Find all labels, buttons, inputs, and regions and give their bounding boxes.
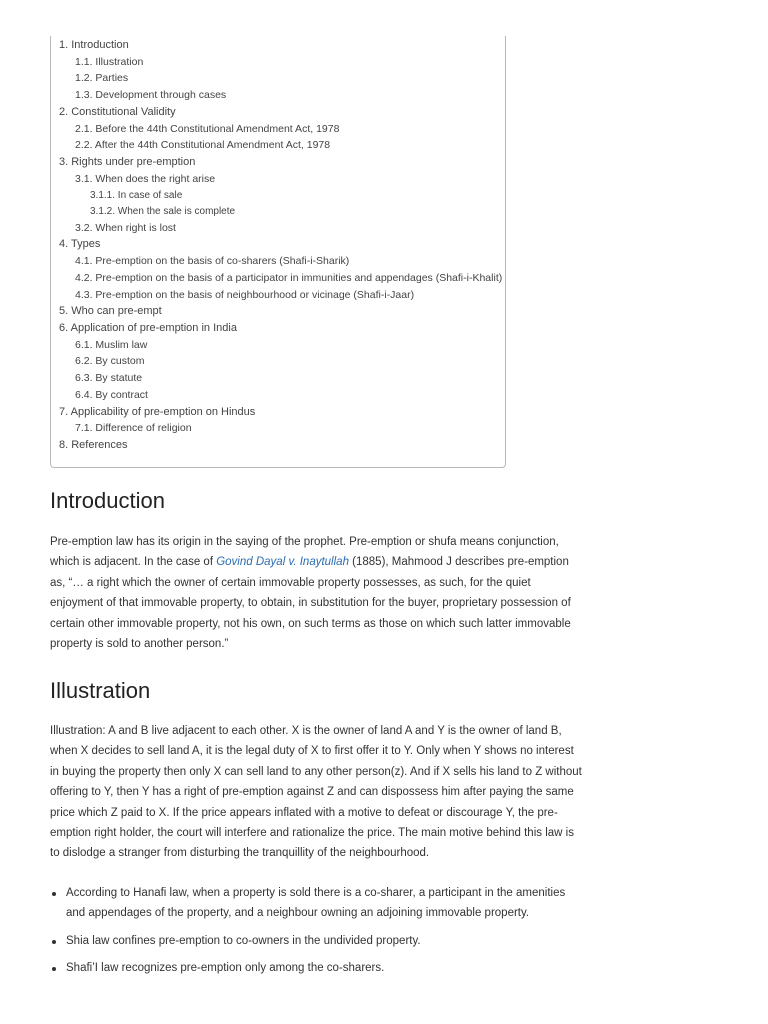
introduction-paragraph [50, 532, 582, 654]
toc-link[interactable]: 8. References [59, 439, 128, 452]
toc-item [51, 204, 505, 220]
toc-link[interactable]: 3.1. When does the right arise [75, 172, 216, 185]
toc-link[interactable]: 1.3. Development through cases [75, 89, 227, 102]
toc-item [51, 337, 505, 354]
toc-list [51, 37, 505, 454]
toc-item [51, 171, 505, 188]
list-item-text: Shia law confines pre-emption to co-owners in the undivided property. [66, 934, 421, 947]
toc-item [51, 370, 505, 387]
toc-link[interactable]: 1.2. Parties [75, 72, 129, 85]
list-item-text: According to Hanafi law, when a property is sold there is a co-sharer, a participant in the amenities and appendages of the property, and a neighbour owning an adjoining immovable property. [66, 887, 566, 920]
toc-item [51, 70, 505, 87]
toc-link[interactable]: 2. Constitutional Validity [59, 105, 176, 118]
toc-link[interactable]: 6.2. By custom [75, 355, 145, 368]
toc-link[interactable]: 6.4. By contract [75, 388, 148, 401]
toc-item [51, 137, 505, 154]
toc-link[interactable]: 2.1. Before the 44th Constitutional Amendment Act, 1978 [75, 122, 340, 135]
bullet-icon [52, 892, 56, 896]
toc-item [51, 236, 505, 253]
toc-item [51, 303, 505, 320]
introduction-text-end: (1885), Mahmood J describes pre-emption as, “… a right which the owner of certain immovable property possesses, as such, for the quiet enjoyment of that immovable property, to obtain, in substitution for the buyer, proprietary possession of certain other immovable property, not his own, on such terms as those on which such latter immovable property is sold to another person.” [50, 556, 571, 651]
toc-link[interactable]: 4. Types [59, 238, 101, 251]
illustration-paragraph: Illustration: A and B live adjacent to each other. X is the owner of land A and Y is the owner of land B, when X decides to sell land A, it is the legal duty of X to first offer it to Y. Only when Y shows no interest in buying the property then only X can sell land to any other person(z). And if X sells his land to Z without offering to Y, then Y has a right of pre-emption against Z and can dispossess him after paying the same price which Z paid to X. If the price appears inflated with a motive to defeat or discourage Y, the pre-emption right holder, the court will interfere and rationalize the price. The main motive behind this law is to dislodge a stranger from disturbing the tranquillity of the neighbourhood. [50, 725, 582, 860]
bullet-icon [52, 967, 56, 971]
toc-item [51, 154, 505, 171]
toc-link[interactable]: 7. Applicability of pre-emption on Hindus [59, 405, 256, 418]
toc-item [51, 387, 505, 404]
toc-item [51, 320, 505, 337]
toc-link[interactable]: 4.3. Pre-emption on the basis of neighbourhood or vicinage (Shafi-i-Jaar) [75, 288, 415, 301]
list-item [50, 958, 582, 978]
list-item [50, 883, 582, 924]
illustration-heading: Illustration [50, 678, 151, 703]
toc-item [51, 437, 505, 454]
introduction-heading: Introduction [50, 488, 165, 513]
toc-item [51, 270, 505, 287]
toc-link[interactable]: 3. Rights under pre-emption [59, 156, 196, 169]
toc-item [51, 353, 505, 370]
toc-item [51, 404, 505, 421]
toc-link[interactable]: 7.1. Difference of religion [75, 422, 192, 435]
toc-link[interactable]: 2.2. After the 44th Constitutional Amendment Act, 1978 [75, 139, 331, 152]
toc-item [51, 188, 505, 204]
toc-item [51, 121, 505, 138]
toc-item [51, 87, 505, 104]
school-bullet-list [50, 883, 582, 986]
table-of-contents [50, 36, 506, 468]
toc-link[interactable]: 6.3. By statute [75, 372, 143, 385]
toc-link[interactable]: 6. Application of pre-emption in India [59, 321, 237, 334]
bullet-icon [52, 940, 56, 944]
toc-link[interactable]: 5. Who can pre-empt [59, 305, 162, 318]
toc-item [51, 420, 505, 437]
list-item-text: Shafi’I law recognizes pre-emption only among the co-sharers. [66, 962, 385, 975]
list-item [50, 931, 582, 951]
toc-link[interactable]: 1.1. Illustration [75, 55, 144, 68]
toc-link[interactable]: 6.1. Muslim law [75, 338, 148, 351]
toc-link[interactable]: 3.1.1. In case of sale [90, 189, 183, 201]
introduction-text-start: Pre-emption law has its origin in the saying of the prophet. Pre-emption or shufa means conjunction, which is adjacent. In the case of [50, 536, 559, 569]
toc-item [51, 54, 505, 71]
toc-item [51, 37, 505, 54]
toc-item [51, 287, 505, 304]
toc-link[interactable]: 4.2. Pre-emption on the basis of a participator in immunities and appendages (Shafi-i-Khalit) [75, 271, 503, 284]
toc-item [51, 253, 505, 270]
toc-item [51, 104, 505, 121]
toc-link[interactable]: 3.2. When right is lost [75, 221, 176, 234]
toc-link[interactable]: 3.1.2. When the sale is complete [90, 205, 236, 217]
toc-link[interactable]: 4.1. Pre-emption on the basis of co-sharers (Shafi-i-Sharik) [75, 254, 350, 267]
case-link-govind-dayal[interactable]: Govind Dayal v. Inaytullah [216, 556, 349, 569]
toc-item [51, 220, 505, 237]
toc-link[interactable]: 1. Introduction [59, 39, 129, 51]
